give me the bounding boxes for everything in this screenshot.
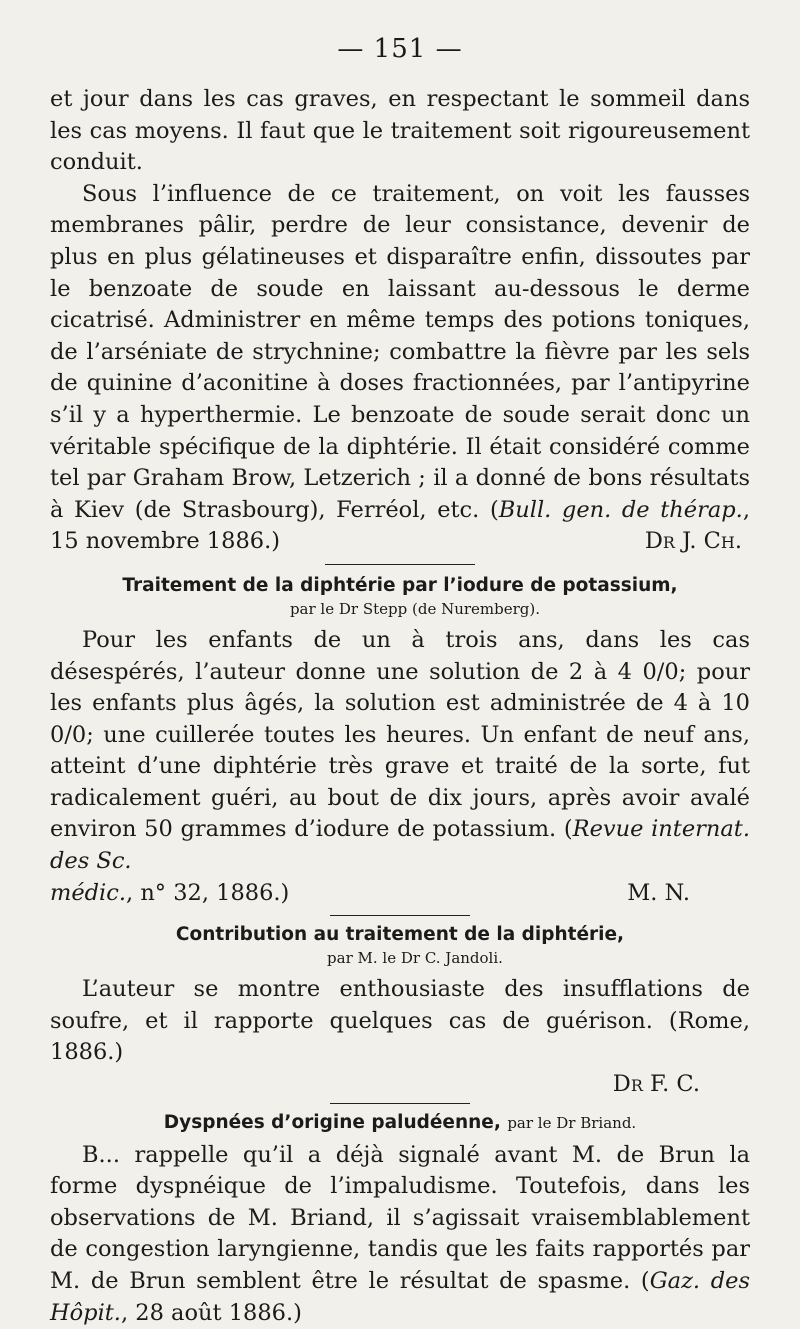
signature: Dr J. Ch.	[644, 528, 742, 555]
source-citation: Revue internat. des Sc.	[50, 816, 750, 875]
citation-number: , n° 32, 1886.)	[126, 879, 290, 906]
section-title: Contribution au traitement de la diphtérie,	[175, 924, 625, 946]
section-title-row	[50, 1110, 750, 1136]
source-citation: Bull. gen. de thérap.	[498, 496, 743, 523]
text-column	[50, 84, 750, 1329]
citation-date: , 28 août 1886.)	[120, 1299, 302, 1326]
paragraph-iodure-text: Pour les enfants de un à trois ans, dans les cas désespérés, l’auteur donne une solution de 2 à 4 0/0; pour les enfants plus âgés, la solution est administrée de 4 à 10 0/0; une cuillerée toutes les heures. Un enfant de neuf ans, atteint d’une diphtérie très grave et traité de la sorte, fut radicalement guéri, au bout de dix jours, après avoir avalé environ 50 grammes d’iodure de potassium. (	[50, 626, 750, 843]
section-title: Traitement de la diphtérie par l’iodure de potassium,	[122, 574, 678, 596]
paragraph-benzoate	[50, 179, 750, 558]
paragraph-benzoate-text: Sous l’influence de ce traitement, on voit les fausses membranes pâlir, perdre de leur consistance, devenir de plus en plus gélatineuses et disparaître enfin, dissoutes par le benzoate de soude en laissant au-dessous le derme cicatrisé. Administrer en même temps des potions toniques, de l’arséniate de strychnine; combattre la fièvre par les sels de quinine d’aconitine à doses fractionnées, par l’antipyrine s’il y a hyperthermie. Le benzoate de soude serait donc un véritable spécifique de la diphtérie. Il était considéré comme tel par Graham Brow, Letzerich ; il a donné de bons résultats à Kiev (de Strasbourg), Ferréol, etc. (	[50, 180, 750, 523]
section-title: Dyspnées d’origine paludéenne,	[163, 1111, 501, 1133]
source-citation-end: médic.	[50, 879, 127, 906]
citation-date: , 15 novembre 1886.)	[50, 496, 750, 555]
author-byline: par M. le Dr C. Jandoli.	[327, 949, 503, 968]
page-number: — 151 —	[337, 34, 463, 64]
section-divider	[330, 915, 470, 916]
citation-ref	[50, 878, 289, 910]
paragraph-briand-text: B... rappelle qu’il a déjà signalé avant M. de Brun la forme dyspnéique de l’impaludisme. Toutefois, dans les observations de M. Briand, il s’agissait vraisemblablement de congestion laryngienne, tandis que les faits rapportés par M. de Brun semblent être le résultat de spasme. (	[50, 1141, 750, 1294]
signature: Dr F. C.	[612, 1071, 700, 1098]
paragraph-continued: et jour dans les cas graves, en respectant le sommeil dans les cas moyens. Il faut que le traitement soit rigoureusement conduit.	[50, 86, 750, 176]
section-divider	[330, 1103, 470, 1104]
author-byline: par le Dr Stepp (de Nuremberg).	[289, 599, 541, 618]
signature: M. N.	[627, 879, 690, 906]
author-byline: par le Dr Briand.	[507, 1113, 637, 1132]
paragraph-briand	[50, 1140, 750, 1329]
section-divider	[325, 564, 475, 565]
source-citation: Gaz. des Hôpit.	[50, 1268, 751, 1326]
paragraph-iodure	[50, 625, 750, 878]
paragraph-jandoli: L’auteur se montre enthousiaste des insufflations de soufre, et il rapporte quelques cas de guérison. (Rome, 1886.)	[50, 976, 750, 1066]
citation-line	[50, 878, 750, 910]
